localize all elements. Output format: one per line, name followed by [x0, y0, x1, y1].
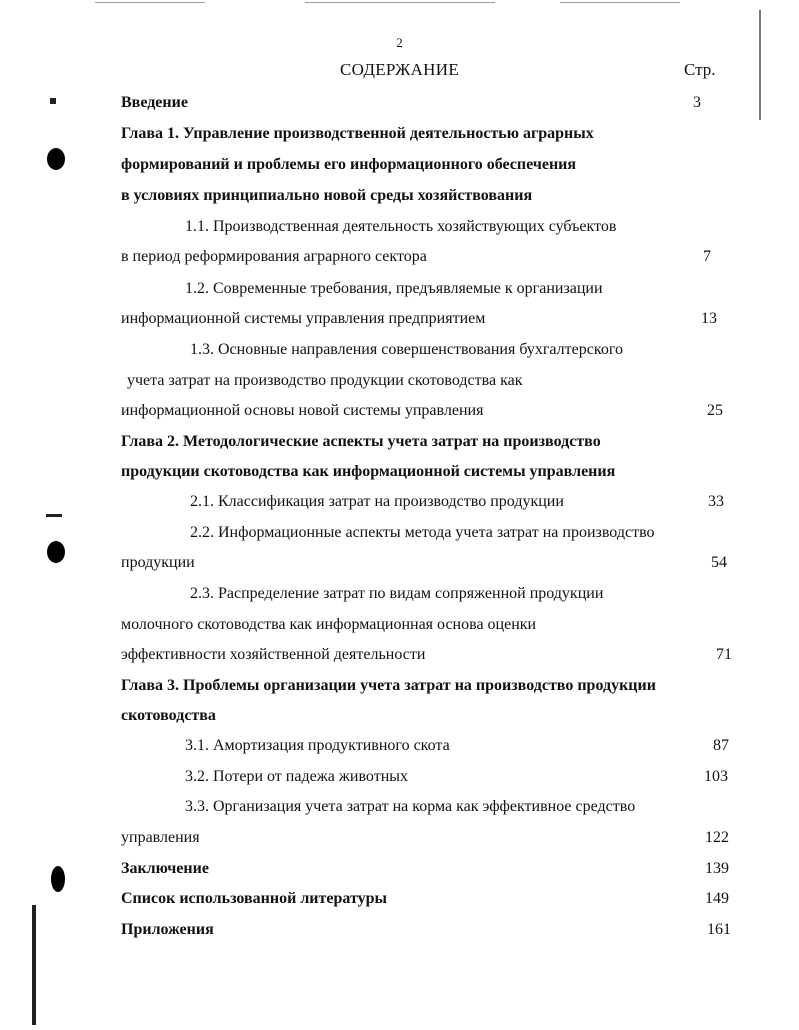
toc-section-2-1: 2.1. Классификация затрат на производство продукции	[190, 493, 564, 510]
toc-entry-appendices: Приложения	[121, 921, 214, 938]
toc-entry-references: Список использованной литературы	[121, 890, 387, 907]
toc-section-2-2-line-1: 2.2. Информационные аспекты метода учета затрат на производство	[190, 524, 655, 541]
toc-section-3-1: 3.1. Амортизация продуктивного скота	[185, 737, 450, 754]
toc-section-1-3-line-2: учета затрат на производство продукции скотоводства как	[127, 372, 523, 389]
toc-page-3-3: 122	[705, 829, 729, 846]
toc-section-2-3-line-2: молочного скотоводства как информационная основа оценки	[121, 616, 537, 633]
toc-chapter-2-line-2: продукции скотоводства как информационной системы управления	[121, 463, 616, 480]
toc-section-1-3-line-3: информационной основы новой системы управления	[121, 402, 484, 419]
toc-title: СОДЕРЖАНИЕ	[339, 60, 460, 79]
page-column-header: Стр.	[684, 60, 716, 79]
toc-section-3-2: 3.2. Потери от падежа животных	[185, 768, 408, 785]
toc-page-references: 149	[705, 890, 729, 907]
scan-artifact-line	[560, 2, 680, 3]
toc-entry-conclusion: Заключение	[121, 860, 209, 877]
toc-page-1-3: 25	[707, 402, 723, 419]
toc-section-1-3-line-1: 1.3. Основные направления совершенствования бухгалтерского	[190, 341, 623, 358]
scan-artifact-line	[95, 2, 205, 3]
toc-page-intro: 3	[693, 94, 701, 111]
toc-page-1-1: 7	[703, 248, 711, 265]
toc-chapter-3-line-1: Глава 3. Проблемы организации учета затрат на производство продукции	[121, 677, 656, 694]
toc-section-2-2-line-2: продукции	[121, 554, 195, 571]
toc-section-3-3-line-2: управления	[121, 829, 200, 846]
toc-page-2-1: 33	[708, 493, 724, 510]
toc-page-2-2: 54	[711, 554, 727, 571]
toc-chapter-3-line-2: скотоводства	[121, 707, 216, 724]
toc-section-1-2-line-1: 1.2. Современные требования, предъявляемые к организации	[185, 280, 603, 297]
scan-artifact-edge	[32, 905, 36, 1025]
toc-chapter-2-line-1: Глава 2. Методологические аспекты учета затрат на производство	[121, 433, 601, 450]
toc-section-1-1-line-1: 1.1. Производственная деятельность хозяйствующих субъектов	[185, 218, 617, 235]
page-number: 2	[396, 35, 403, 50]
toc-entry-intro: Введение	[121, 94, 188, 111]
toc-section-1-2-line-2: информационной системы управления предприятием	[121, 310, 486, 327]
toc-chapter-1-line-1: Глава 1. Управление производственной деятельностью аграрных	[121, 125, 594, 142]
toc-chapter-1-line-3: в условиях принципиально новой среды хозяйствования	[121, 187, 533, 204]
binder-hole	[47, 541, 65, 563]
toc-page-conclusion: 139	[705, 860, 729, 877]
toc-section-1-1-line-2: в период реформирования аграрного сектора	[121, 248, 427, 265]
toc-page-3-1: 87	[713, 737, 729, 754]
toc-page-3-2: 103	[704, 768, 728, 785]
toc-section-2-3-line-3: эффективности хозяйственной деятельности	[121, 646, 426, 663]
toc-page-1-2: 13	[701, 310, 717, 327]
scan-artifact-edge	[46, 514, 62, 517]
toc-section-3-3-line-1: 3.3. Организация учета затрат на корма как эффективное средство	[185, 798, 636, 815]
toc-page-appendices: 161	[707, 921, 731, 938]
toc-section-2-3-line-1: 2.3. Распределение затрат по видам сопряженной продукции	[190, 585, 604, 602]
scan-artifact-edge	[50, 98, 56, 104]
scan-artifact-line	[305, 2, 495, 3]
binder-hole	[51, 866, 65, 892]
toc-chapter-1-line-2: формирований и проблемы его информационного обеспечения	[121, 156, 577, 173]
binder-hole	[47, 148, 65, 170]
toc-page-2-3: 71	[716, 646, 732, 663]
